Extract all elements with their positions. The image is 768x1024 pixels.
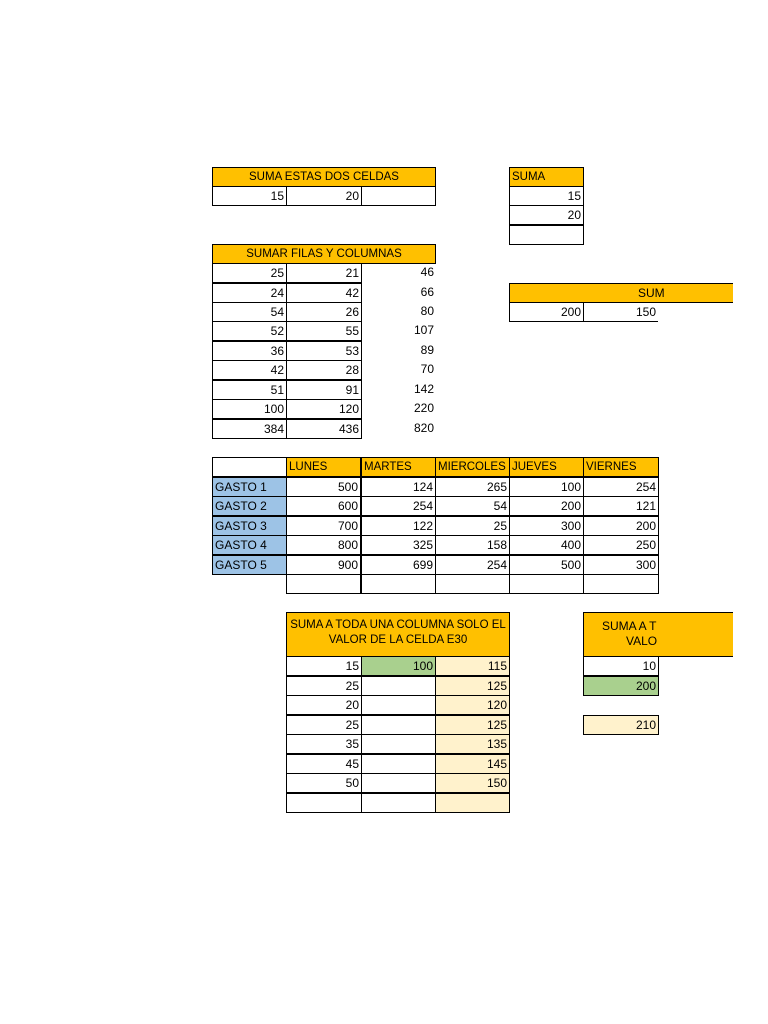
suma-right-header[interactable] [509,283,733,303]
cell[interactable]: 400 [509,535,584,555]
cell[interactable]: 35 [286,734,362,754]
cell[interactable]: 52 [212,321,287,341]
cell[interactable]: 55 [286,321,362,341]
cell[interactable]: 80 [420,304,434,318]
cell[interactable]: 150 [583,302,658,322]
cell[interactable]: 89 [420,343,434,357]
cell[interactable]: 100 [212,399,287,419]
cell[interactable]: 100 [361,656,436,676]
cell[interactable]: 254 [361,496,436,516]
suma-vertical-header[interactable]: SUMA [509,167,584,187]
cell[interactable]: 120 [286,399,362,419]
cell[interactable]: 25 [435,516,510,536]
cell[interactable]: 145 [435,754,510,774]
cell-empty[interactable] [509,574,584,594]
cell[interactable]: 45 [286,754,362,774]
cell[interactable]: 36 [212,341,287,361]
gastos-header-cell[interactable]: MIERCOLES [435,457,510,477]
cell[interactable] [361,676,436,696]
cell[interactable]: 220 [413,401,434,415]
gastos-header-cell[interactable]: JUEVES [509,457,584,477]
cell[interactable] [361,773,436,793]
cell[interactable]: 15 [509,186,584,206]
cell[interactable]: 42 [286,283,362,303]
gastos-header-cell[interactable]: LUNES [286,457,361,477]
cell[interactable]: 20 [509,205,584,225]
cell[interactable]: 25 [286,715,362,735]
cell[interactable] [361,754,436,774]
cell[interactable] [361,734,436,754]
cell[interactable] [509,225,584,245]
suma-a-t-header[interactable] [583,612,733,657]
cell[interactable]: 120 [435,695,510,715]
cell[interactable] [361,695,436,715]
gastos-row-label[interactable]: GASTO 5 [212,555,287,575]
cell[interactable]: 254 [435,555,510,575]
cell[interactable]: 265 [435,477,510,497]
cell-empty[interactable] [583,574,659,594]
cell[interactable]: 100 [509,477,584,497]
cell[interactable]: 500 [509,555,584,575]
cell[interactable]: 50 [286,773,362,793]
cell[interactable]: 254 [583,477,659,497]
cell[interactable]: 66 [420,285,434,299]
cell[interactable]: 135 [435,734,510,754]
gastos-row-label[interactable]: GASTO 3 [212,516,287,536]
cell[interactable]: 325 [361,535,436,555]
cell[interactable]: 699 [361,555,436,575]
gastos-header-cell[interactable]: VIERNES [583,457,659,477]
cell[interactable]: 158 [435,535,510,555]
suma-columna-header[interactable]: SUMA A TODA UNA COLUMNA SOLO EL VALOR DE LA CELDA E30 [286,612,510,657]
suma-a-t-header-line2: VALO [626,634,658,648]
cell[interactable]: 51 [212,380,287,400]
cell[interactable]: 70 [420,362,434,376]
cell[interactable]: 20 [286,186,362,206]
cell[interactable]: 53 [286,341,362,361]
cell[interactable]: 42 [212,360,287,380]
cell[interactable]: 200 [509,496,584,516]
cell[interactable]: 15 [286,656,362,676]
cell[interactable]: 121 [583,496,659,516]
suma-right-header-label: SUM [638,286,665,300]
cell[interactable]: 107 [413,323,434,337]
cell[interactable]: 200 [509,302,584,322]
cell[interactable]: 820 [413,421,434,435]
cell[interactable]: 200 [583,516,659,536]
suma-a-t-header-line1: SUMA A T [602,619,657,633]
cell[interactable]: 700 [286,516,361,536]
cell[interactable]: 250 [583,535,659,555]
cell-empty[interactable] [361,574,436,594]
gastos-row-label[interactable]: GASTO 4 [212,535,287,555]
cell[interactable]: 436 [286,419,362,439]
cell[interactable]: 10 [583,656,659,676]
cell-cream[interactable]: 210 [583,715,659,735]
gastos-row-label[interactable]: GASTO 2 [212,496,287,516]
cell[interactable]: 900 [286,555,361,575]
cell[interactable] [361,715,436,735]
cell[interactable] [286,793,362,813]
cell-green[interactable]: 200 [583,676,659,696]
cell[interactable]: 54 [212,302,287,322]
cell[interactable]: 124 [361,477,436,497]
cell-empty[interactable] [286,574,361,594]
gastos-corner-cell[interactable] [212,457,287,477]
cell[interactable]: 21 [286,263,362,283]
cell[interactable]: 300 [509,516,584,536]
cell-empty[interactable] [435,574,510,594]
cell[interactable]: 20 [286,695,362,715]
cell[interactable]: 54 [435,496,510,516]
cell[interactable]: 46 [420,265,434,279]
cell[interactable]: 142 [413,382,434,396]
cell[interactable] [361,793,436,813]
gastos-header-cell[interactable]: MARTES [361,457,436,477]
gastos-row-label[interactable]: GASTO 1 [212,477,287,497]
sumar-filas-columnas-header[interactable]: SUMAR FILAS Y COLUMNAS [212,244,436,264]
cell[interactable]: 25 [212,263,287,283]
cell[interactable]: 150 [435,773,510,793]
cell[interactable]: 600 [286,496,361,516]
cell[interactable]: 300 [583,555,659,575]
cell[interactable] [361,186,436,206]
cell[interactable]: 122 [361,516,436,536]
cell[interactable]: 115 [435,656,510,676]
cell[interactable]: 24 [212,283,287,303]
suma-dos-celdas-header[interactable]: SUMA ESTAS DOS CELDAS [212,167,436,187]
cell[interactable]: 125 [435,715,510,735]
cell[interactable]: 25 [286,676,362,696]
cell[interactable]: 384 [212,419,287,439]
cell[interactable]: 15 [212,186,287,206]
cell[interactable]: 500 [286,477,361,497]
cell[interactable]: 91 [286,380,362,400]
cell[interactable]: 125 [435,676,510,696]
cell[interactable]: 800 [286,535,361,555]
cell[interactable] [435,793,510,813]
cell[interactable]: 28 [286,360,362,380]
cell[interactable]: 26 [286,302,362,322]
